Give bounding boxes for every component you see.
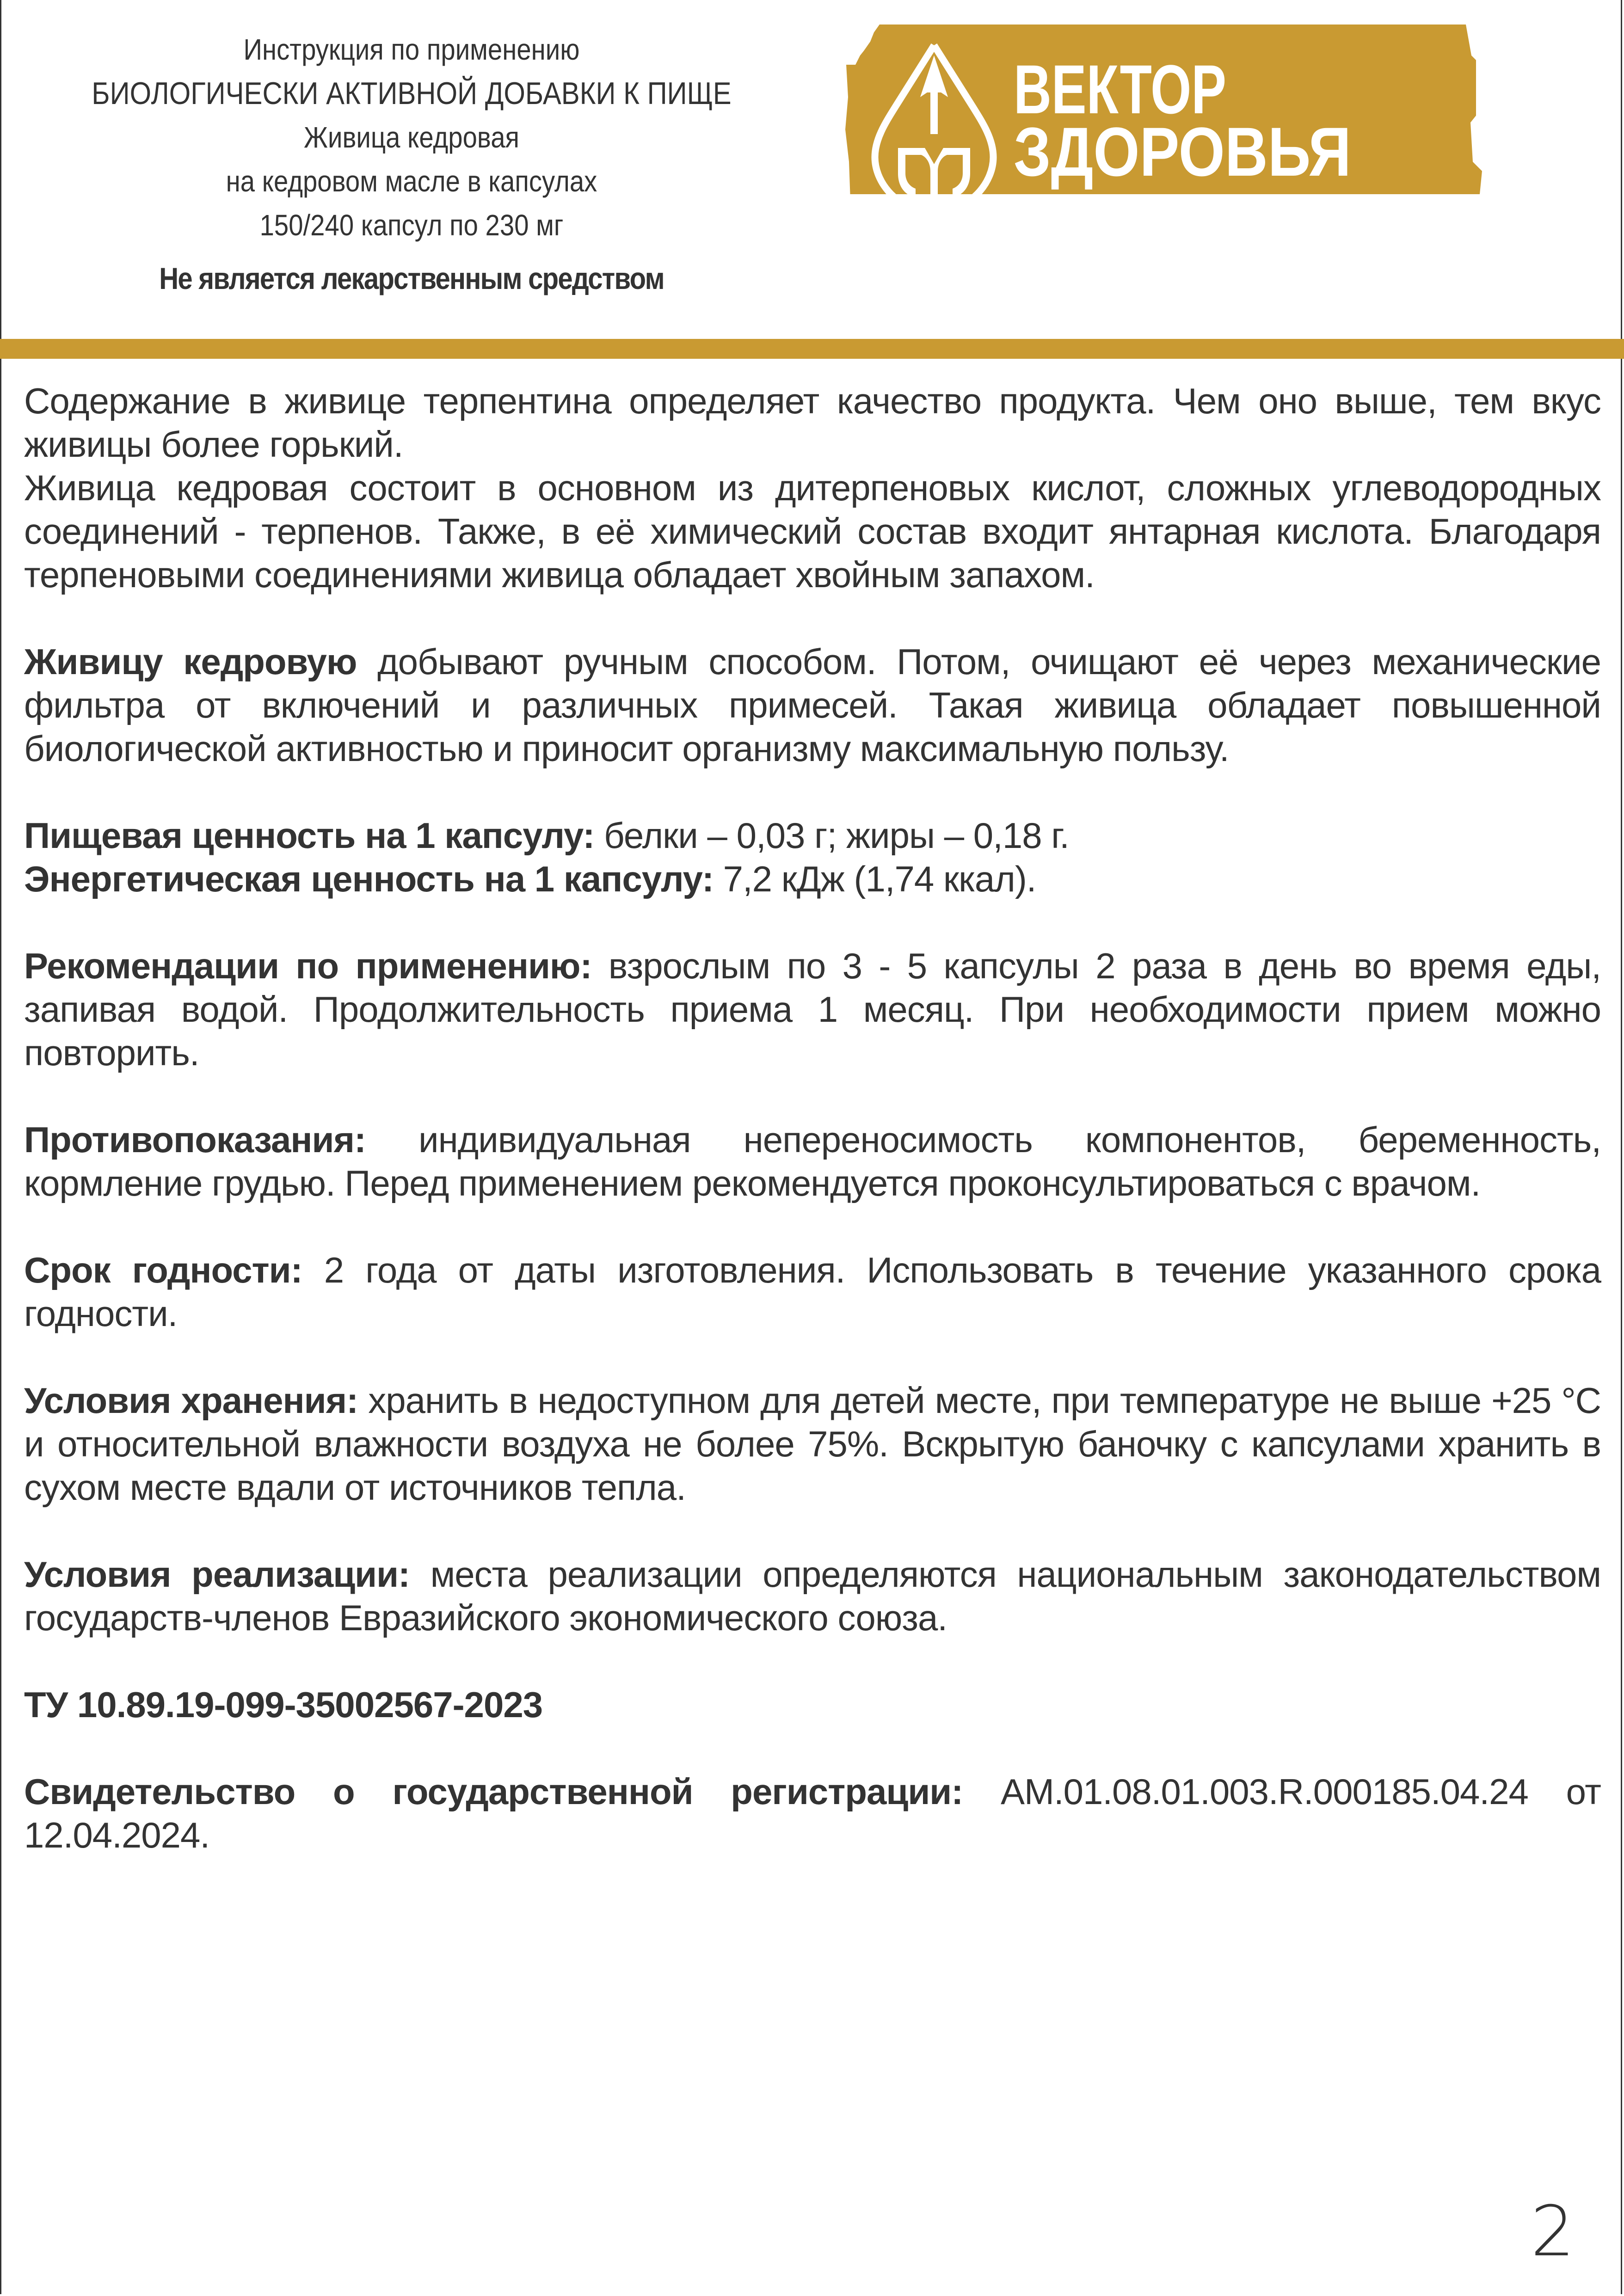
sales-text: места реализации определяются национальным законодательством государств-членов Евразийского экономического союза. [24,1554,1601,1638]
header-line-product: Живица кедровая [303,121,520,154]
header-line-instruction: Инструкция по применению [243,33,580,66]
page-number: 2 [1531,2192,1575,2272]
storage-paragraph [24,1379,1601,1509]
usage-paragraph [24,944,1601,1074]
nutrition-label: Пищевая ценность на 1 капсулу: [24,815,595,856]
brand-name-line2: ЗДОРОВЬЯ [1014,113,1351,190]
header-divider-band [0,339,1624,359]
usage-label: Рекомендации по применению: [24,945,592,986]
contraindications-paragraph [24,1118,1601,1205]
production-paragraph [24,640,1601,770]
sales-label: Условия реализации: [24,1554,410,1595]
energy-text: 7,2 кДж (1,74 ккал). [713,859,1036,899]
intro-paragraph-1: Содержание в живице терпентина определяет качество продукта. Чем оно выше, тем вкус живицы более горький. [24,381,1601,465]
tu-code: ТУ 10.89.19-099-35002567-2023 [24,1684,543,1725]
tu-line [24,1683,1601,1726]
nutrition-text: белки – 0,03 г; жиры – 0,18 г. [594,815,1069,856]
nutrition-line [24,814,1601,857]
header-disclaimer: Не является лекарственным средством [159,261,664,295]
usage-text: взрослым по 3 - 5 капсулы 2 раза в день во время еды, запивая водой. Продолжительность приема 1 месяц. При необходимости прием можно повторить. [24,945,1601,1073]
header-line-form: на кедровом масле в капсулах [226,165,597,198]
shelf-life-text: 2 года от даты изготовления. Использовать в течение указанного срока годности. [24,1250,1601,1334]
energy-line [24,857,1601,901]
shelf-life-label: Срок годности: [24,1250,302,1290]
intro-paragraph-2: Живица кедровая состоит в основном из дитерпеновых кислот, сложных углеводородных соединений - терпенов. Также, в её химический состав входит янтарная кислота. Благодаря терпеновыми соединениями живица обладает хвойным запахом. [24,467,1601,595]
brand-logo [842,23,1507,194]
sales-paragraph [24,1553,1601,1639]
header-line-quantity: 150/240 капсул по 230 мг [259,209,564,242]
document-header [14,28,809,301]
production-label: Живицу кедровую [24,641,357,682]
document-body [24,379,1601,1900]
contraindications-text: индивидуальная непереносимость компонентов, беременность, кормление грудью. Перед применением рекомендуется проконсультироваться с врачом. [24,1119,1601,1203]
storage-text: хранить в недоступном для детей месте, при температуре не выше +25 °С и относительной влажности воздуха не более 75%. Вскрытую баночку с капсулами хранить в сухом месте вдали от источников тепла. [24,1380,1601,1508]
storage-label: Условия хранения: [24,1380,358,1421]
shelf-life-paragraph [24,1248,1601,1335]
header-line-category: БИОЛОГИЧЕСКИ АКТИВНОЙ ДОБАВКИ К ПИЩЕ [92,76,732,111]
registration-paragraph [24,1770,1601,1857]
production-text: добывают ручным способом. Потом, очищают её через механические фильтра от включений и различных примесей. Такая живица обладает повышенной биологической активностью и приносит организму максимальную пользу. [24,641,1601,769]
energy-label: Энергетическая ценность на 1 капсулу: [24,859,714,899]
contraindications-label: Противопоказания: [24,1119,366,1160]
registration-label: Свидетельство о государственной регистрации: [24,1771,963,1812]
registration-text: AM.01.08.01.003.R.000185.04.24 от 12.04.2024. [24,1771,1601,1855]
brand-name-line1: ВЕКТОР [1014,50,1226,128]
